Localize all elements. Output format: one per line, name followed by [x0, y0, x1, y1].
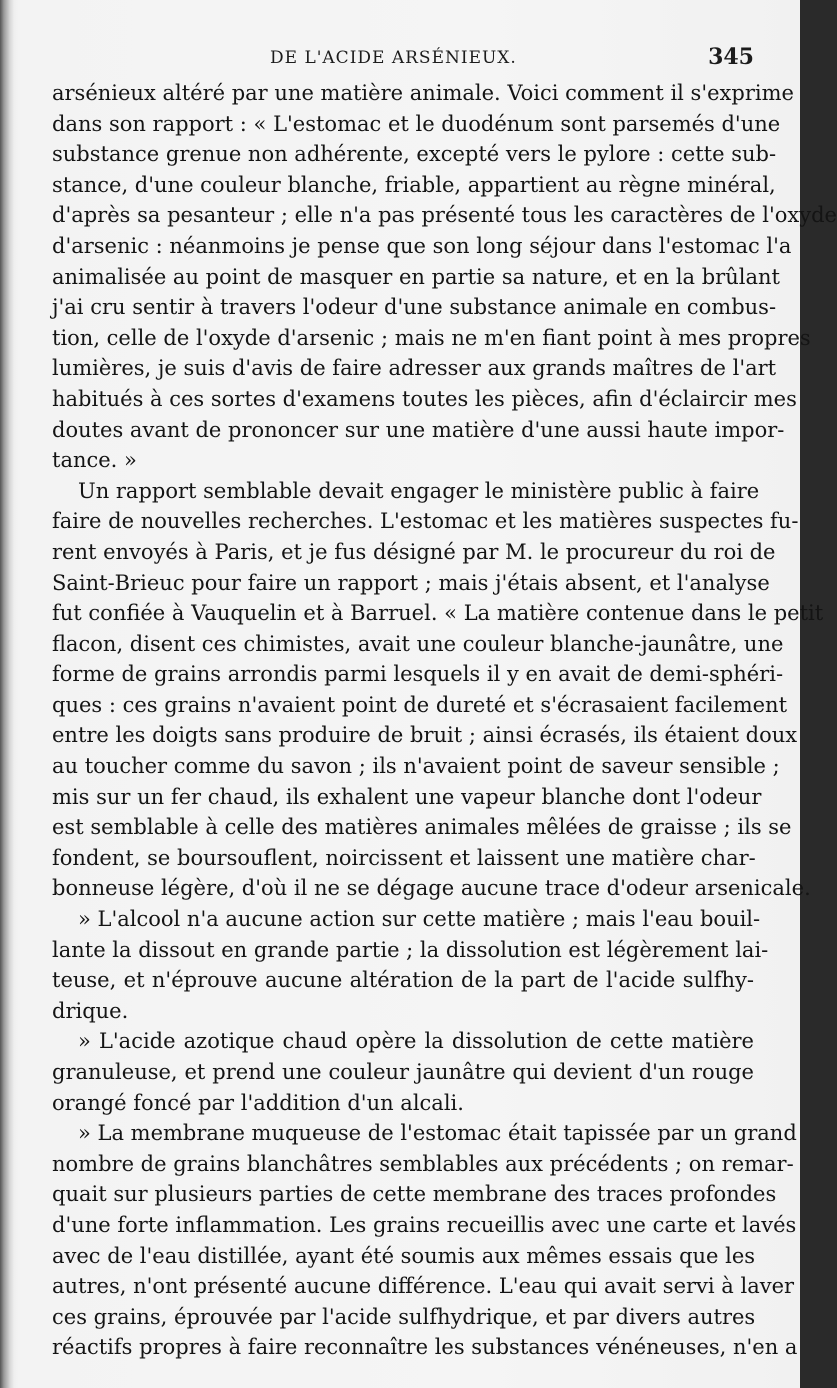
text-line: j'ai cru sentir à travers l'odeur d'une substance animale en combus- — [52, 295, 777, 320]
text-line: forme de grains arrondis parmi lesquels il y en avait de demi-sphéri- — [52, 662, 784, 687]
text-line: teuse, et n'éprouve aucune altération de la part de l'acide sulfhy- — [52, 968, 754, 993]
text-line: stance, d'une couleur blanche, friable, appartient au règne minéral, — [52, 172, 776, 197]
text-line: bonneuse légère, d'où il ne se dégage aucune trace d'odeur arsenicale. — [52, 876, 811, 901]
text-line: avec de l'eau distillée, ayant été soumis aux mêmes essais que les — [52, 1243, 756, 1268]
text-line: d'arsenic : néanmoins je pense que son long séjour dans l'estomac l'a — [52, 233, 792, 258]
text-line: nombre de grains blanchâtres semblables aux précédents ; on remar- — [52, 1151, 794, 1176]
text-line: mis sur un fer chaud, ils exhalent une vapeur blanche dont l'odeur — [52, 784, 762, 809]
text-line: ques : ces grains n'avaient point de dureté et s'écrasaient facilement — [52, 692, 788, 717]
text-line: habitués à ces sortes d'examens toutes les pièces, afin d'éclaircir mes — [52, 386, 797, 411]
text-line: doutes avant de prononcer sur une matière d'une aussi haute impor- — [52, 417, 785, 442]
text-line: » L'alcool n'a aucune action sur cette matière ; mais l'eau bouil- — [78, 907, 761, 932]
text-line: » La membrane muqueuse de l'estomac était tapissée par un grand — [78, 1121, 797, 1146]
text-line: Un rapport semblable devait engager le ministère public à faire — [78, 478, 760, 503]
body-text — [52, 78, 837, 1363]
text-line: rent envoyés à Paris, et je fus désigné par M. le procureur du roi de — [52, 539, 776, 564]
text-line: quait sur plusieurs parties de cette membrane des traces profondes — [52, 1182, 777, 1207]
text-line: Saint-Brieuc pour faire un rapport ; mais j'étais absent, et l'analyse — [52, 570, 770, 595]
text-line: tance. » — [52, 448, 137, 473]
text-line: fondent, se boursouflent, noircissent et laissent une matière char- — [52, 845, 756, 870]
text-line: substance grenue non adhérente, excepté vers le pylore : cette sub- — [52, 142, 777, 167]
text-line: faire de nouvelles recherches. L'estomac et les matières suspectes fu- — [52, 509, 799, 534]
text-line: d'une forte inflammation. Les grains recueillis avec une carte et lavés — [52, 1212, 797, 1237]
running-head: DE L'ACIDE ARSÉNIEUX. — [270, 48, 517, 68]
text-line: arsénieux altéré par une matière animale. Voici comment il s'exprime — [52, 81, 794, 105]
page-header — [52, 44, 754, 74]
text-line: drique. — [52, 998, 129, 1023]
text-line: animalisée au point de masquer en partie sa nature, et en la brûlant — [52, 264, 780, 289]
text-line: flacon, disent ces chimistes, avait une couleur blanche-jaunâtre, une — [52, 631, 784, 656]
text-line: lante la dissout en grande partie ; la dissolution est légèrement lai- — [52, 937, 769, 962]
text-line: réactifs propres à faire reconnaître les substances vénéneuses, n'en a — [52, 1335, 798, 1360]
text-line: au toucher comme du savon ; ils n'avaient point de saveur sensible ; — [52, 754, 780, 779]
text-line: d'après sa pesanteur ; elle n'a pas présenté tous les caractères de l'oxyde — [52, 203, 837, 228]
text-line: est semblable à celle des matières animales mêlées de graisse ; ils se — [52, 815, 792, 840]
text-line: » L'acide azotique chaud opère la dissolution de cette matière — [78, 1029, 754, 1054]
text-line: autres, n'ont présenté aucune différence. L'eau qui avait servi à laver — [52, 1274, 795, 1299]
text-line: granuleuse, et prend une couleur jaunâtre qui devient d'un rouge — [52, 1060, 754, 1084]
text-line: dans son rapport : « L'estomac et le duodénum sont parsemés d'une — [52, 111, 781, 136]
text-line: ces grains, éprouvée par l'acide sulfhydrique, et par divers autres — [52, 1304, 756, 1329]
text-line: entre les doigts sans produire de bruit ; ainsi écrasés, ils étaient doux — [52, 723, 798, 748]
page-gutter-shadow — [0, 0, 14, 1388]
page-number: 345 — [708, 44, 754, 70]
text-line: tion, celle de l'oxyde d'arsenic ; mais ne m'en fiant point à mes propres — [52, 325, 811, 350]
text-line: fut confiée à Vauquelin et à Barruel. « La matière contenue dans le petit — [52, 601, 824, 626]
text-line: orangé foncé par l'addition d'un alcali. — [52, 1090, 464, 1115]
text-line: lumières, je suis d'avis de faire adresser aux grands maîtres de l'art — [52, 356, 777, 381]
